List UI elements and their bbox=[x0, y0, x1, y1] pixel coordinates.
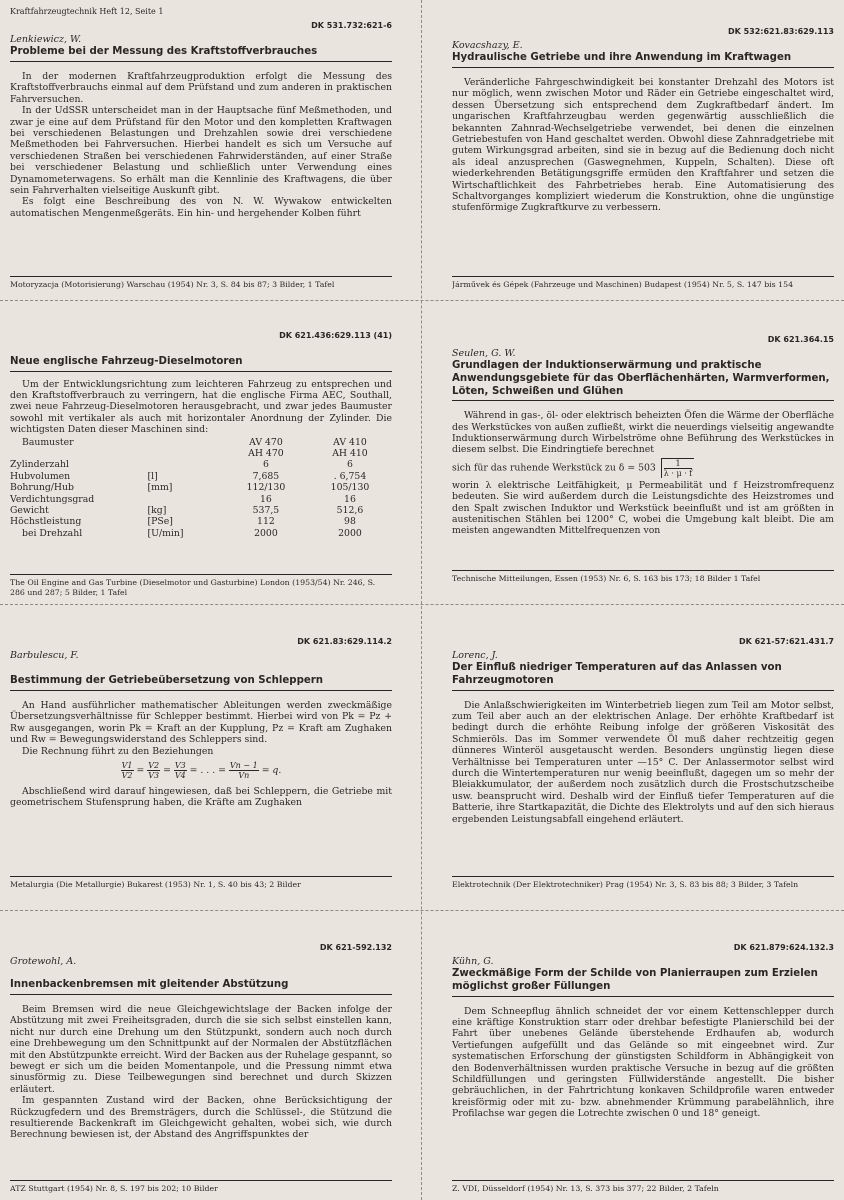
table-cell: 16 bbox=[344, 493, 356, 505]
paragraph: Es folgt eine Beschreibung des von N. W. Wywakow entwickelten automatischen Mengenmeßgeräts. Ein hin- und hergehender Kolben führt bbox=[10, 196, 392, 219]
author: Kühn, G. bbox=[452, 956, 494, 967]
dk-number: DK 621-57:621.431.7 bbox=[738, 637, 834, 646]
paragraph: An Hand ausführlicher mathematischer Ableitungen werden zweckmäßige Übersetzungsverhältnisse für Schlepper bestimmt. Hierbei wird von Pk = Pz + Rw ausgegangen, worin Pk = Kraft an der Kupplung, Pz = Kraft am Zughaken und Rw = Bewegungswiderstand des Schleppers sind. bbox=[10, 700, 392, 746]
table-cell: Hubvolumen bbox=[10, 470, 71, 482]
author: Seulen, G. W. bbox=[452, 348, 516, 359]
abstract-body bbox=[10, 1004, 392, 1141]
horizontal-cut-line bbox=[0, 604, 844, 605]
fraction-numerator: V2 bbox=[148, 761, 160, 771]
abstract-body bbox=[452, 410, 834, 537]
formula: $\frac{V1}{V2}$ = $\frac{V2}{V3}$ = $\frac{V3}{V4}$ = . . . = $\frac{Vn - 1}{Vn}$ = q. bbox=[121, 761, 282, 781]
table-cell: AH 410 bbox=[332, 448, 368, 460]
paragraph: Die Anlaßschwierigkeiten im Winterbetrieb liegen zum Teil am Motor selbst, zum Teil aber auch an der elektrischen Anlage. Der erhöhte Kraftbedarf ist bedingt durch die erhöhte Reibung infolge der größeren Viskosität des Schmieröls. Das im Sommer verwendete Öl muß daher rechtzeitig gegen dünneres Winteröl ausgetauscht werden. Besonders ungünstig liegen diese Verhältnisse bei Temperaturen unter —15° C. Der Anlassermotor selbst wird durch die Wintertemperaturen nur wenig beeinflußt, dagegen um so mehr der Bleiakkumulator, der außerdem noch zusätzlich durch die Frostschutzscheibe usw. beansprucht wird. Deshalb wird der Einfluß tiefer Temperaturen auf die Batterie, ihre Startkapazität, die Dichte des Elektrolyts und auf den sich hieraus ergebenden Leistungsabfall eingehend erläutert. bbox=[452, 699, 834, 825]
source-citation: Z. VDI, Düsseldorf (1954) Nr. 13, S. 373 bis 377; 22 Bilder, 2 Tafeln bbox=[452, 1180, 834, 1194]
fraction-numerator: 1 bbox=[664, 459, 693, 469]
fraction-numerator: Vn − 1 bbox=[229, 761, 258, 771]
table-cell: 2000 bbox=[338, 527, 362, 539]
table-cell bbox=[10, 448, 148, 459]
article-title: Zweckmäßige Form der Schilde von Planierraupen zum Erzielen möglichst großer Füllungen bbox=[452, 968, 834, 996]
paragraph: Veränderliche Fahrgeschwindigkeit bei konstanter Drehzahl des Motors ist nur möglich, wenn zwischen Motor und Räder ein Getriebe eingeschaltet wird, dessen Übersetzung sich entsprechend dem Zugkraftbedarf ändert. Im ungarischen Kraftfahrzeugbau werden gegenwärtig ausschließlich die bekannten Zahnrad-Wechselgetriebe verwendet, bei denen die einzelnen Getriebestufen von Hand geschaltet werden. Obwohl diese Zahnradgetriebe mit gutem Wirkungsgrad arbeiten, sind sie in bezug auf die Bedienung doch nicht als ideal anzusprechen (Gaswegnehmen, Kuppeln, Schalten). Diese oft wiederkehrenden Betätigungsgriffe ermüden den Kraftfahrer und setzen die Wirtschaftlichkeit des Fahrbetriebes herab. Eine Automatisierung des Schaltvorganges kompliziert wiederum die Konstruktion, ohne die ungünstige stufenförmige Zugkraftkurve zu verbessern. bbox=[452, 77, 834, 214]
abstract-body bbox=[10, 700, 392, 809]
abstract-card bbox=[10, 636, 392, 890]
dk-number: DK 621.879:624.132.3 bbox=[733, 943, 834, 952]
article-title: Der Einfluß niedriger Temperaturen auf das Anlassen von Fahrzeugmotoren bbox=[452, 662, 834, 690]
paragraph: Dem Schneepflug ähnlich schneidet der vor einem Kettenschlepper durch eine kräftige Konstruktion starr oder drehbar befestigte Planierschild bei der Fahrt über unebenes Gelände überstehende Erdhaufen ab, wodurch Vertiefungen aufgefüllt und das Gelände so mit eingeebnet wird. Zur systematischen Erforschung der günstigsten Schildform in Abhängigkeit von den Bodenverhältnissen wurden praktische Versuche in bezug auf die größten Schildfüllungen und geringsten Füllwiderstände angestellt. Die bisher gebräuchlichen, in der Fahrtrichtung konkaven Schildprofile waren entweder kreisförmig oder mit zu- bzw. abnehmender Krümmung parabelähnlich, ihre Profilachse war gegen die Lotrechte zwischen 0 und 18° geneigt. bbox=[452, 1005, 834, 1120]
table-cell: 112 bbox=[257, 516, 275, 528]
source-citation: The Oil Engine and Gas Turbine (Dieselmotor und Gasturbine) London (1953/54) Nr. 246, S. 286 und 287; 5 Bilder, 1 Tafel bbox=[10, 574, 392, 598]
abstract-card bbox=[452, 26, 834, 290]
table-cell: 6 bbox=[347, 459, 353, 471]
paragraph: worin λ elektrische Leitfähigkeit, μ Permeabilität und f Heizstromfrequenz bedeuten. Sie wird außerdem durch die Leistungsdichte des Heizstromes und den Spalt zwischen Induktor und Werkstück beeinflußt und ist am größten in austenitischen Stählen bei 1200° C, wobei die Umgebung kalt bleibt. Die am meisten angewandten Mittelfrequenzen von bbox=[452, 479, 834, 537]
paragraph: Beim Bremsen wird die neue Gleichgewichtslage der Backen infolge der Abstützung mit zwei Freiheitsgraden, durch die sie sich selbst einstellen kann, nicht nur durch eine Drehung um den Stützpunkt, sondern auch noch durch eine Drehbewegung um den Schnittpunkt auf der Normalen der Abstützflächen mit den Abstützpunkte erreicht. Wird der Backen aus der Ruhelage gespannt, so bewegt er sich um die beiden Momentanpole, und die Pressung nimmt etwa sinusförmig zu. Diese Teilbewegungen sind berechnet und durch Skizzen erläutert. bbox=[10, 1004, 392, 1095]
table-cell: Gewicht bbox=[10, 505, 49, 517]
table-cell: . 6,754 bbox=[333, 470, 367, 482]
abstract-body bbox=[10, 71, 392, 219]
table-cell: 512,6 bbox=[336, 505, 364, 517]
table-cell bbox=[148, 459, 224, 470]
table-cell: 98 bbox=[344, 516, 356, 528]
author: Barbulescu, F. bbox=[10, 650, 79, 661]
square-root bbox=[661, 458, 695, 478]
paragraph: Im gespannten Zustand wird der Backen, ohne Berücksichtigung der Rückzugfedern und des Bremsträgers, durch die Schlüssel-, die Stützund die resultierende Backenkraft im Gleichgewicht gehalten, wobei sich, wie durch Berechnung bewiesen ist, der Abstand des Angriffspunktes der bbox=[10, 1095, 392, 1141]
source-citation: Metalurgia (Die Metallurgie) Bukarest (1953) Nr. 1, S. 40 bis 43; 2 Bilder bbox=[10, 876, 392, 890]
table-cell: Zylinderzahl bbox=[10, 459, 69, 471]
table-cell: [mm] bbox=[147, 482, 173, 494]
fraction-denominator: λ · μ · f bbox=[663, 468, 693, 478]
horizontal-cut-line bbox=[0, 910, 844, 911]
source-citation: ATZ Stuttgart (1954) Nr. 8, S. 197 bis 202; 10 Bilder bbox=[10, 1180, 392, 1194]
paragraph: Um der Entwicklungsrichtung zum leichteren Fahrzeug zu entsprechen und den Kraftstoffverbrauch zu verringern, hat die englische Firma AEC, Southall, zwei neue Fahrzeug-Dieselmotoren herausgebracht, und zwar jedes Baumuster sowohl mit vertikaler als auch mit horizontaler Anordnung der Zylinder. Die wichtigsten Daten dieser Maschinen sind: bbox=[10, 378, 392, 436]
table-cell: Bohrung/Hub bbox=[10, 482, 74, 494]
table-cell: [kg] bbox=[147, 505, 167, 517]
formula-text: sich für das ruhende Werkstück zu δ = 503 bbox=[452, 462, 656, 474]
horizontal-cut-line bbox=[0, 300, 844, 301]
table-cell: 7,685 bbox=[252, 470, 280, 482]
article-title: Probleme bei der Messung des Kraftstoffverbrauches bbox=[10, 46, 392, 62]
table-cell: AH 470 bbox=[248, 448, 284, 460]
table-cell: AV 410 bbox=[333, 436, 367, 448]
dk-number: DK 621-592.132 bbox=[319, 943, 392, 952]
abstract-card bbox=[452, 636, 834, 890]
engine-data-table bbox=[10, 437, 392, 540]
source-citation: Járművek és Gépek (Fahrzeuge und Maschinen) Budapest (1954) Nr. 5, S. 147 bis 154 bbox=[452, 276, 834, 290]
author: Lorenc, J. bbox=[452, 650, 498, 661]
abstract-card bbox=[10, 6, 392, 290]
table-cell: bei Drehzahl bbox=[22, 527, 83, 539]
table-row bbox=[10, 459, 392, 470]
table-cell: Baumuster bbox=[22, 436, 74, 448]
table-cell bbox=[148, 437, 224, 448]
dk-number: DK 532:621.83:629.113 bbox=[727, 27, 834, 36]
dk-number: DK 531.732:621-6 bbox=[311, 21, 392, 30]
fraction-denominator: Vn bbox=[238, 771, 250, 781]
paragraph: Während in gas-, öl- oder elektrisch beheizten Öfen die Wärme der Oberfläche des Werkstückes von außen zufließt, wirkt die neuerdings vielseitig angewandte Induktionserwärmung durch Wirbelströme ohne Beführung des Werkstückes in diesem selbst. Die Eindringtiefe berechnet bbox=[452, 410, 834, 456]
fraction-denominator: V4 bbox=[174, 771, 186, 781]
fraction bbox=[147, 761, 160, 780]
article-title: Bestimmung der Getriebeübersetzung von Schleppern bbox=[10, 675, 392, 691]
paragraph: In der UdSSR unterscheidet man in der Hauptsache fünf Meßmethoden, und zwar je eine auf dem Prüfstand für den Motor und den kompletten Kraftwagen bei verschiedenen Belastungen und Drehzahlen sowie drei verschiedene Meßmethoden bei Fahrversuchen. Hierbei handelt es sich um Versuche auf verschiedenen Straßen bei verschiedenen Fahrwiderständen, auf einer Straße bei verschiedener Belastung und schließlich unter Verwendung eines Dynamometerwagens. So erhält man die Kennlinie des Kraftwagens, die über sein Fahrverhalten vielseitige Auskunft gibt. bbox=[10, 105, 392, 197]
article-title: Innenbackenbremsen mit gleitender Abstützung bbox=[10, 979, 392, 995]
source-citation: Technische Mitteilungen, Essen (1953) Nr. 6, S. 163 bis 173; 18 Bilder 1 Tafel bbox=[452, 570, 834, 584]
article-title: Grundlagen der Induktionserwärmung und praktische Anwendungsgebiete für das Oberflächenhärten, Warmverformen, Löten, Schweißen und Glühen bbox=[452, 360, 834, 401]
formula-ellipsis: = . . . = bbox=[189, 765, 226, 777]
dk-number: DK 621.83:629.114.2 bbox=[297, 637, 392, 646]
fraction-numerator: V1 bbox=[121, 761, 133, 771]
dk-number: DK 621.364.15 bbox=[767, 335, 834, 344]
fraction bbox=[229, 761, 259, 780]
table-row bbox=[10, 494, 392, 505]
table-cell: 2000 bbox=[254, 527, 278, 539]
table-cell: AV 470 bbox=[249, 436, 283, 448]
fraction-denominator: V2 bbox=[121, 771, 133, 781]
abstract-card bbox=[10, 330, 392, 598]
fraction-numerator: V3 bbox=[174, 761, 186, 771]
abstract-body bbox=[452, 700, 834, 825]
dk-number: DK 621.436:629.113 (41) bbox=[279, 331, 392, 340]
abstract-body bbox=[452, 1006, 834, 1120]
table-row bbox=[10, 528, 392, 539]
author: Lenkiewicz, W. bbox=[10, 34, 82, 45]
paragraph: Die Rechnung führt zu den Beziehungen bbox=[22, 745, 214, 757]
article-title: Neue englische Fahrzeug-Dieselmotoren bbox=[10, 356, 392, 372]
vertical-cut-line bbox=[421, 0, 422, 1200]
abstract-card bbox=[452, 334, 834, 584]
table-cell bbox=[148, 448, 224, 459]
table-cell: Höchstleistung bbox=[10, 516, 82, 528]
table-cell: [l] bbox=[147, 470, 158, 482]
table-row bbox=[10, 516, 392, 527]
table-row bbox=[10, 482, 392, 493]
table-header-row bbox=[10, 437, 392, 448]
table-cell: Verdichtungsgrad bbox=[10, 493, 95, 505]
table-cell: [U/min] bbox=[147, 527, 184, 539]
author: Kovacshazy, E. bbox=[452, 40, 523, 51]
table-header-row bbox=[10, 448, 392, 459]
table-cell bbox=[148, 494, 224, 505]
fraction bbox=[121, 761, 134, 780]
fraction bbox=[664, 459, 693, 478]
paragraph: In der modernen Kraftfahrzeugproduktion erfolgt die Messung des Kraftstoffverbrauchs einmal auf dem Prüfstand und zum anderen in praktischen Fahrversuchen. bbox=[10, 71, 392, 105]
table-cell: [PSe] bbox=[147, 516, 173, 528]
fraction bbox=[174, 761, 187, 780]
table-cell: 537,5 bbox=[252, 505, 280, 517]
abstract-body bbox=[452, 77, 834, 214]
table-cell: 6 bbox=[262, 459, 269, 471]
paragraph: Abschließend wird darauf hingewiesen, daß bei Schleppern, die Getriebe mit geometrischem Stufensprung haben, die Kräfte am Zughaken bbox=[10, 786, 392, 809]
article-title: Hydraulische Getriebe und ihre Anwendung im Kraftwagen bbox=[452, 52, 834, 68]
source-citation: Motoryzacja (Motorisierung) Warschau (1954) Nr. 3, S. 84 bis 87; 3 Bilder, 1 Tafel bbox=[10, 276, 392, 290]
table-cell: 112/130 bbox=[246, 482, 286, 494]
abstract-card bbox=[10, 942, 392, 1194]
table-row bbox=[10, 505, 392, 516]
abstract-body bbox=[10, 379, 392, 540]
table-cell: 16 bbox=[260, 493, 272, 505]
author: Grotewohl, A. bbox=[10, 956, 77, 967]
table-cell: 105/130 bbox=[330, 482, 370, 494]
page-header: Kraftfahrzeugtechnik Heft 12, Seite 1 bbox=[10, 7, 164, 16]
fraction-denominator: V3 bbox=[148, 771, 160, 781]
table-row bbox=[10, 471, 392, 482]
formula-rhs: = q. bbox=[261, 765, 282, 777]
formula-line bbox=[452, 458, 834, 478]
source-citation: Elektrotechnik (Der Elektrotechniker) Prag (1954) Nr. 3, S. 83 bis 88; 3 Bilder, 3 Tafeln bbox=[452, 876, 834, 890]
abstract-card bbox=[452, 942, 834, 1194]
